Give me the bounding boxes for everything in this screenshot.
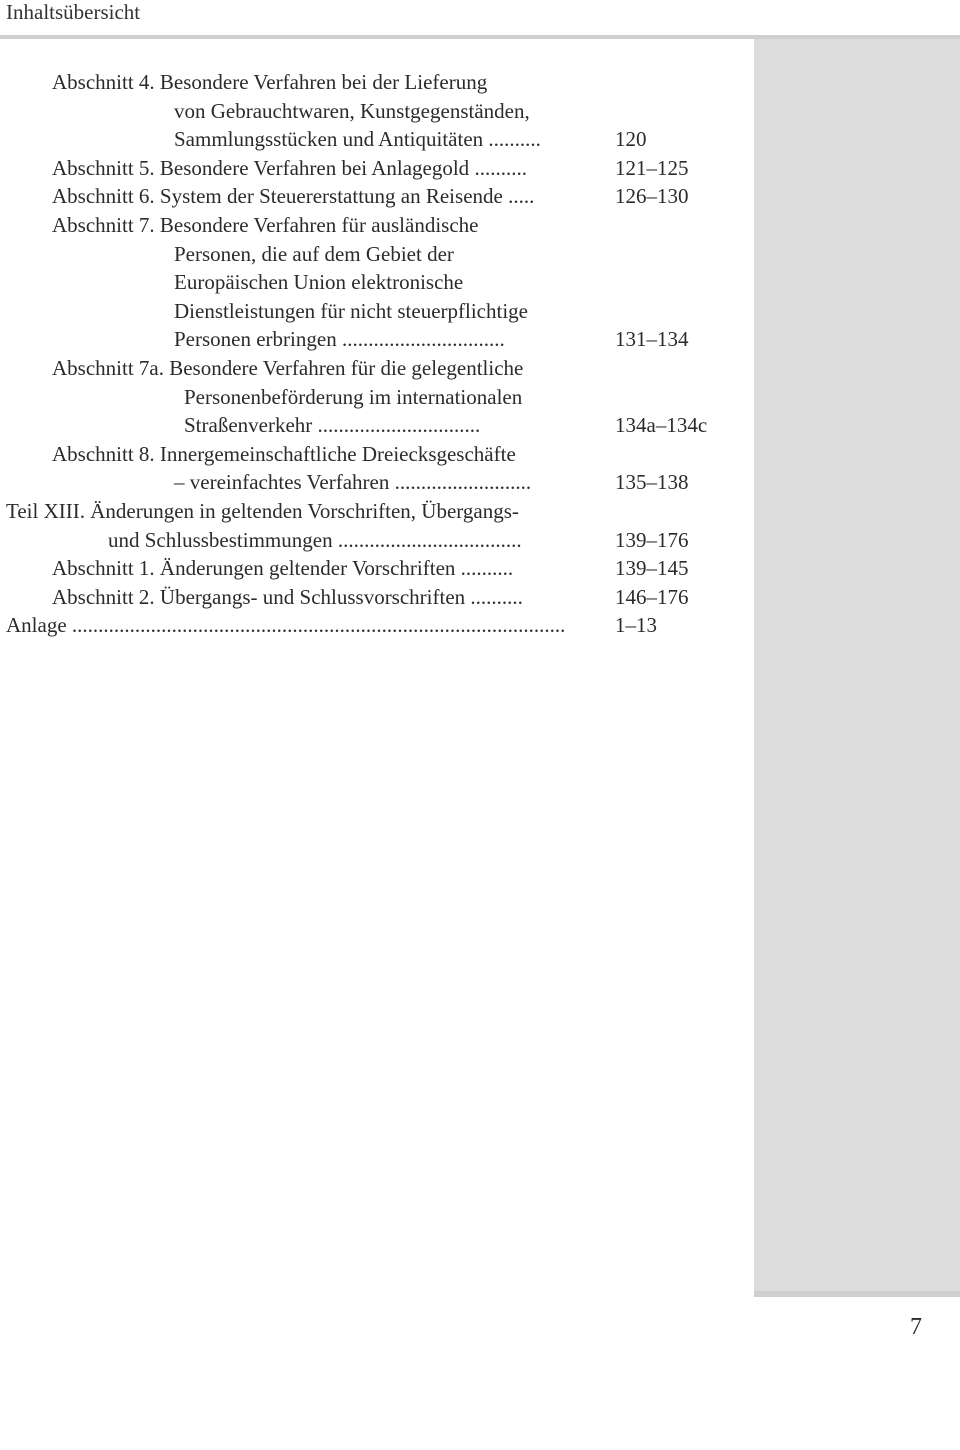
toc-entry-label: Abschnitt 1. bbox=[52, 556, 155, 581]
toc-line bbox=[6, 611, 746, 640]
toc-leader-dots: .......................... bbox=[389, 470, 532, 495]
toc-line bbox=[6, 154, 746, 183]
toc-page-range: 1–13 bbox=[615, 613, 657, 638]
toc-entry-title: Änderungen geltender Vorschriften bbox=[159, 556, 456, 581]
toc-entry-title-cont: Europäischen Union elektronische bbox=[174, 270, 464, 295]
toc-line bbox=[6, 297, 746, 326]
toc-entry-title-cont: und Schlussbestimmungen bbox=[108, 527, 333, 552]
toc-entry-abschnitt-5[interactable] bbox=[6, 154, 746, 183]
toc-line bbox=[6, 440, 746, 469]
toc-leader-dots: .......... bbox=[483, 127, 541, 152]
toc-entry-abschnitt-1[interactable] bbox=[6, 554, 746, 583]
toc-entry-abschnitt-7a[interactable] bbox=[6, 354, 746, 440]
toc-line bbox=[6, 383, 746, 412]
toc-entry-title-cont: Personen, die auf dem Gebiet der bbox=[174, 241, 454, 266]
toc-entry-label: Anlage bbox=[6, 613, 67, 638]
toc-leader-dots: ............................... bbox=[336, 327, 505, 352]
toc-entry-label: Abschnitt 2. bbox=[52, 584, 155, 609]
toc-entry-label: Abschnitt 6. bbox=[52, 184, 155, 209]
toc-line bbox=[6, 554, 746, 583]
toc-line bbox=[6, 411, 746, 440]
toc-entry-title: Besondere Verfahren bei der Lieferung bbox=[159, 70, 488, 94]
toc-entry-title: Besondere Verfahren für ausländische bbox=[159, 212, 479, 237]
toc-entry-title-cont: Straßenverkehr bbox=[184, 413, 313, 438]
toc-entry-abschnitt-6[interactable] bbox=[6, 182, 746, 211]
toc-page-range: 146–176 bbox=[615, 584, 689, 609]
toc-line bbox=[6, 97, 746, 126]
toc-page-range: 126–130 bbox=[615, 184, 689, 209]
toc-line bbox=[6, 583, 746, 612]
margin-band bbox=[754, 39, 960, 1450]
toc-line bbox=[6, 68, 746, 97]
toc-leader-dots: .......... bbox=[455, 556, 514, 581]
toc-entry-title-cont: Sammlungsstücken und Antiquitäten bbox=[174, 127, 484, 152]
toc-leader-dots: .......... bbox=[469, 155, 527, 180]
toc-entry-abschnitt-7[interactable] bbox=[6, 211, 746, 354]
toc-entry-title: Innergemeinschaftliche Dreiecksgeschäfte bbox=[159, 441, 516, 466]
toc-page-range: 120 bbox=[615, 127, 647, 152]
toc-leader-dots: ................................... bbox=[332, 527, 522, 552]
toc-line bbox=[6, 182, 746, 211]
toc-entry-anlage[interactable] bbox=[6, 611, 746, 640]
toc-page-range: 134a–134c bbox=[615, 413, 708, 438]
toc-line bbox=[6, 240, 746, 269]
toc-entry-title: Übergangs- und Schlussvorschriften bbox=[159, 584, 466, 609]
page-number-box bbox=[754, 1291, 960, 1450]
toc-entry-title-cont: Dienstleistungen für nicht steuerpflichtige bbox=[174, 298, 528, 323]
toc-entry-label: Abschnitt 4. bbox=[52, 70, 155, 94]
toc-page-range: 139–145 bbox=[615, 556, 689, 581]
toc-leader-dots: .............................................................................................. bbox=[66, 613, 566, 638]
toc-line bbox=[6, 211, 746, 240]
toc-leader-dots: ............................... bbox=[312, 413, 481, 438]
page-number: 7 bbox=[910, 1314, 922, 1340]
toc-entry-abschnitt-8[interactable] bbox=[6, 440, 746, 497]
toc-entry-title: Änderungen in geltenden Vorschriften, Übergangs- bbox=[90, 498, 519, 523]
toc-entry-title-cont: Personenbeförderung im internationalen bbox=[184, 384, 523, 409]
toc-entry-title-cont: von Gebrauchtwaren, Kunstgegenständen, bbox=[174, 98, 530, 123]
toc-entry-label: Abschnitt 7. bbox=[52, 212, 155, 237]
toc-line bbox=[6, 354, 746, 383]
toc-entry-abschnitt-4[interactable] bbox=[6, 68, 746, 154]
table-of-contents bbox=[6, 68, 746, 640]
toc-page-range: 121–125 bbox=[615, 155, 689, 180]
toc-line bbox=[6, 468, 746, 497]
toc-entry-teil-xiii[interactable] bbox=[6, 497, 746, 554]
toc-page-range: 131–134 bbox=[615, 327, 689, 352]
toc-entry-label: Abschnitt 7a. bbox=[52, 355, 164, 380]
toc-line bbox=[6, 268, 746, 297]
toc-leader-dots: ..... bbox=[502, 184, 535, 209]
toc-line bbox=[6, 325, 746, 354]
toc-line bbox=[6, 497, 746, 526]
toc-page-range: 135–138 bbox=[615, 470, 689, 495]
toc-entry-title: Besondere Verfahren für die gelegentliche bbox=[169, 355, 524, 380]
toc-entry-label: Teil XIII. bbox=[6, 498, 85, 523]
toc-entry-title: System der Steuererstattung an Reisende bbox=[159, 184, 503, 209]
toc-leader-dots: .......... bbox=[465, 584, 523, 609]
running-head-title: Inhaltsübersicht bbox=[6, 0, 141, 24]
toc-line bbox=[6, 526, 746, 555]
toc-entry-label: Abschnitt 8. bbox=[52, 441, 155, 466]
toc-line bbox=[6, 125, 746, 154]
toc-entry-title: Besondere Verfahren bei Anlagegold bbox=[159, 155, 470, 180]
toc-entry-title-cont: Personen erbringen bbox=[174, 327, 337, 352]
toc-entry-abschnitt-2[interactable] bbox=[6, 583, 746, 612]
toc-entry-label: Abschnitt 5. bbox=[52, 155, 155, 180]
toc-page-range: 139–176 bbox=[615, 527, 689, 552]
toc-entry-title-cont: – vereinfachtes Verfahren bbox=[174, 470, 390, 495]
